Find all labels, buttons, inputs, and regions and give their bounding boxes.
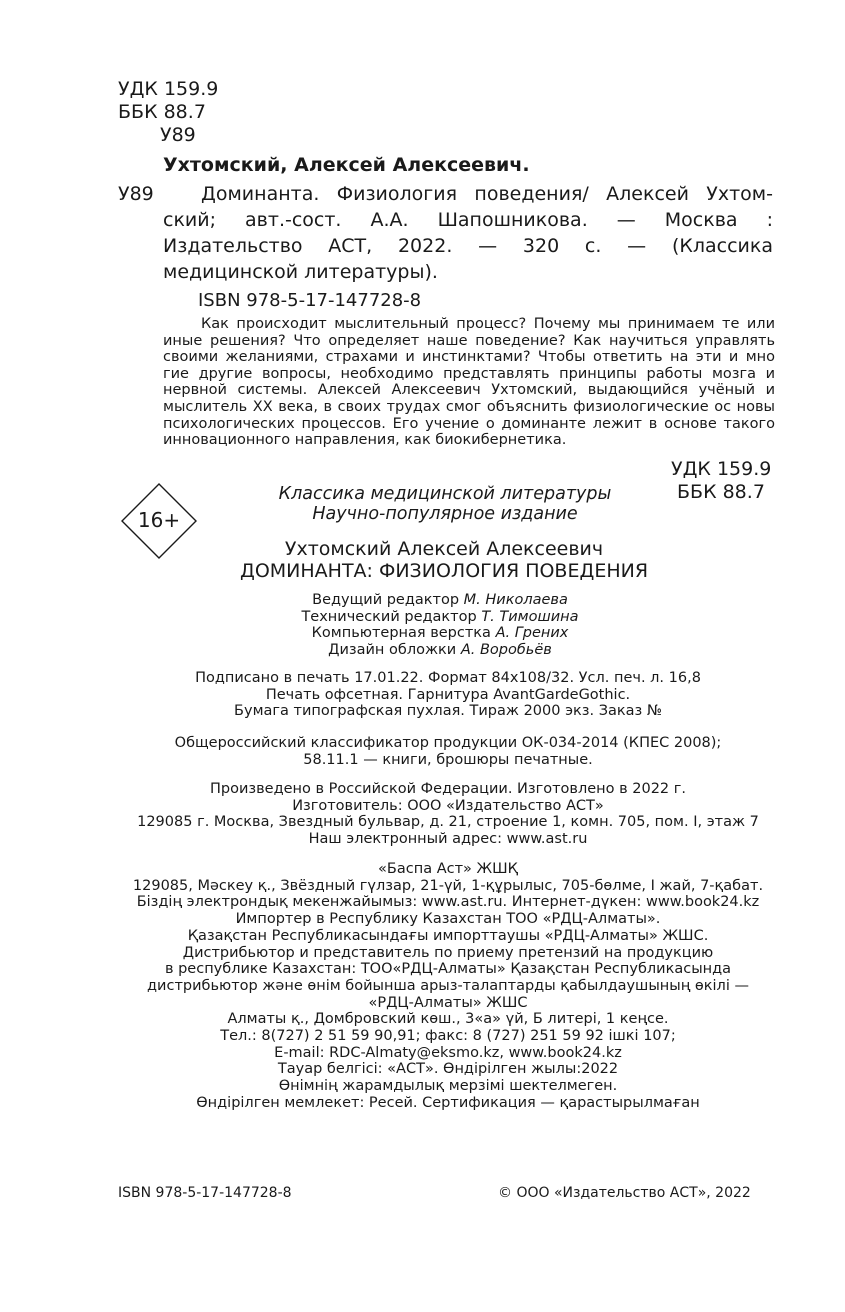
kazakh-line: Дистрибьютор и представитель по приему претензий на продукцию bbox=[182, 944, 714, 961]
print-line: Подписано в печать 17.01.22. Формат 84х108/32. Усл. печ. л. 16,8 bbox=[195, 670, 701, 686]
title-block bbox=[140, 538, 748, 582]
classifier-line: 58.11.1 — книги, брошюры печатные. bbox=[303, 751, 593, 768]
manufacturer-line: Изготовитель: ООО «Издательство АСТ» bbox=[292, 797, 604, 814]
udk-top-block bbox=[118, 78, 218, 147]
bbk-code: ББК 88.7 bbox=[677, 481, 765, 503]
author-name: Ухтомский Алексей Алексеевич bbox=[284, 538, 604, 560]
edition-type: Научно-популярное издание bbox=[312, 504, 578, 524]
udk-code: УДК 159.9 bbox=[671, 458, 772, 480]
series-name: Классика медицинской литературы bbox=[278, 484, 612, 504]
series-block bbox=[210, 484, 680, 524]
credit-line: Компьютерная верстка А. Грених bbox=[311, 625, 569, 642]
author-mark-left: У89 bbox=[118, 183, 154, 205]
kazakh-line: в республике Казахстан: ТОО«РДЦ-Алматы» Қазақстан Республикасында bbox=[164, 961, 732, 978]
kazakh-line: Қазақстан Республикасындағы импорттаушы «РДЦ-Алматы» ЖШС. bbox=[187, 927, 709, 944]
footer-copyright: © ООО «Издательство АСТ», 2022 bbox=[498, 1185, 751, 1201]
kazakh-line: Алматы қ., Домбровский көш., 3«а» үй, Б литері, 1 кеңсе. bbox=[227, 1011, 669, 1028]
kazakh-line: Өнімнің жарамдылық мерзімі шектелмеген. bbox=[278, 1078, 618, 1095]
kazakh-line: Тауар белгісі: «АСТ». Өндірілген жылы:2022 bbox=[277, 1061, 619, 1078]
bibliographic-description bbox=[163, 181, 773, 285]
udk-right-block bbox=[671, 458, 771, 504]
classifier-info bbox=[90, 735, 806, 768]
manufacturer-line: 129085 г. Москва, Звездный бульвар, д. 21, строение 1, комн. 705, пом. I, этаж 7 bbox=[137, 814, 759, 831]
bbk-code: ББК 88.7 bbox=[118, 101, 206, 123]
credits-block bbox=[170, 592, 710, 659]
manufacturer-line: Произведено в Российской Федерации. Изготовлено в 2022 г. bbox=[209, 781, 686, 797]
book-title: ДОМИНАНТА: ФИЗИОЛОГИЯ ПОВЕДЕНИЯ bbox=[239, 560, 649, 582]
author-mark: У89 bbox=[160, 124, 196, 146]
kazakh-info bbox=[90, 861, 806, 1112]
print-line: Печать офсетная. Гарнитура AvantGardeGothic. bbox=[265, 686, 631, 703]
manufacturer-info bbox=[90, 781, 806, 848]
kazakh-line: Импортер в Республику Казахстан ТОО «РДЦ-Алматы». bbox=[235, 911, 661, 928]
age-rating-label: 16+ bbox=[137, 508, 181, 532]
manufacturer-line: Наш электронный адрес: www.ast.ru bbox=[308, 831, 588, 848]
kazakh-line: 129085, Мәскеу қ., Звёздный гүлзар, 21-үй, 1-құрылыс, 705-бөлме, I жай, 7-қабат. bbox=[132, 877, 764, 894]
kazakh-line: E-mail: RDC-Almaty@eksmo.kz, www.book24.kz bbox=[274, 1044, 622, 1061]
kazakh-line: дистрибьютор және өнім бойынша арыз-талаптарды қабылдаушының өкілі — bbox=[147, 977, 749, 994]
kazakh-line: Біздің электрондық мекенжайымыз: www.ast.ru. Интернет-дүкен: www.book24.kz bbox=[136, 894, 760, 911]
annotation: Как происходит мыслительный процесс? Почему мы принимаем те или иные решения? Что определяет наше поведение? Как научиться управлять своими желаниями, страхами и инстинктами? Чтобы ответить на эти и мно гие другие вопросы, необходимо представлять принципы работы мозга и нервной системы. Алексей Алексеевич Ухтомский, выдающийся учёный и мыслитель XX века, в своих трудах смог объяснить физиологические ос новы психологических процессов. Его учение о доминанте лежит в основе такого инновационного направления, как биокибернетика. bbox=[163, 316, 775, 449]
kazakh-line: «Баспа Аст» ЖШҚ bbox=[378, 861, 518, 877]
kazakh-line: Өндірілген мемлекет: Ресей. Сертификация — қарастырылмаған bbox=[196, 1094, 700, 1111]
udk-code: УДК 159.9 bbox=[118, 78, 219, 100]
credit-line: Технический редактор Т. Тимошина bbox=[301, 608, 579, 625]
isbn: ISBN 978-5-17-147728-8 bbox=[198, 290, 422, 311]
print-line: Бумага типографская пухлая. Тираж 2000 экз. Заказ № bbox=[234, 703, 662, 720]
footer-isbn: ISBN 978-5-17-147728-8 bbox=[118, 1185, 292, 1201]
classifier-line: Общероссийский классификатор продукции ОК-034-2014 (КПЕС 2008); bbox=[174, 735, 722, 751]
credit-line: Ведущий редактор М. Николаева bbox=[312, 592, 568, 608]
bibliographic-text: Доминанта. Физиология поведения/ Алексей Ухтом-ский; авт.-сост. А.А. Шапошникова. — Москва : Издательство АСТ, 2022. — 320 с. — (Классика медицинской литературы). bbox=[163, 183, 773, 283]
author-heading: Ухтомский, Алексей Алексеевич. bbox=[163, 154, 530, 176]
credit-line: Дизайн обложки А. Воробьёв bbox=[328, 642, 552, 659]
kazakh-line: Тел.: 8(727) 2 51 59 90,91; факс: 8 (727) 251 59 92 ішкі 107; bbox=[220, 1028, 676, 1045]
print-info bbox=[90, 670, 806, 720]
kazakh-line: «РДЦ-Алматы» ЖШС bbox=[368, 994, 528, 1011]
